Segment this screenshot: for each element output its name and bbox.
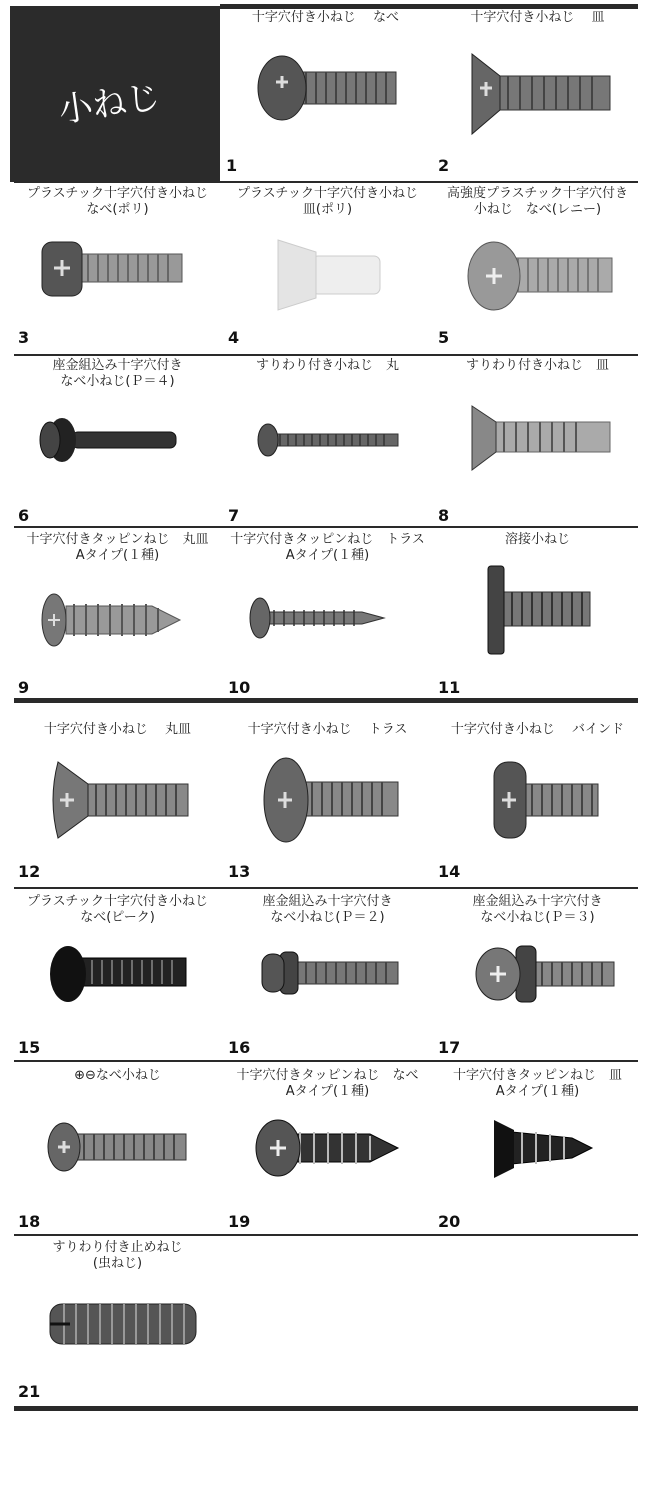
- item-label: 十字穴付きタッピンねじ 皿 Aタイプ(１種): [452, 1068, 622, 1099]
- plastic-flat-head-screw-image: [222, 186, 433, 352]
- item-label: 十字穴付き小ねじ 皿: [470, 10, 605, 25]
- screw-item: [12, 1240, 223, 1404]
- item-number: 14: [438, 862, 461, 881]
- item-number: 21: [18, 1382, 41, 1401]
- peek-plastic-pan-head-screw-image: [12, 894, 223, 1058]
- slotted-flat-head-screw-image: [432, 358, 643, 524]
- item-label: すりわり付き小ねじ 皿: [465, 358, 609, 373]
- plastic-pan-head-screw-image: [12, 186, 223, 352]
- item-label: すりわり付き小ねじ 丸: [255, 358, 399, 373]
- tapping-screw-truss-head-image: [222, 532, 433, 696]
- title-block: [10, 6, 220, 182]
- screw-item: [432, 1068, 643, 1232]
- high-strength-plastic-pan-head-screw-image: [432, 186, 643, 352]
- item-number: 1: [226, 156, 238, 175]
- item-label: 十字穴付き小ねじ なべ: [251, 10, 400, 25]
- item-number: 2: [438, 156, 450, 175]
- tapping-screw-flat-head-image: [432, 1068, 643, 1232]
- screw-item: [432, 722, 643, 884]
- screw-item: [222, 358, 433, 524]
- item-label: 座金組込み十字穴付き なべ小ねじ(Ｐ＝４): [52, 358, 183, 389]
- tapping-screw-pan-head-image: [222, 1068, 433, 1232]
- pan-head-phillips-screw-image: [220, 10, 431, 182]
- item-number: 5: [438, 328, 450, 347]
- item-number: 8: [438, 506, 450, 525]
- item-label: 座金組込み十字穴付き なべ小ねじ(Ｐ＝３): [472, 894, 603, 925]
- screw-item: [432, 894, 643, 1058]
- screw-item: [432, 186, 643, 352]
- screw-item: [222, 186, 433, 352]
- row-divider: [14, 1234, 638, 1236]
- item-number: 12: [18, 862, 41, 881]
- row-divider: [14, 887, 638, 889]
- item-number: 20: [438, 1212, 461, 1231]
- screw-item: [222, 1068, 433, 1232]
- screw-item: [432, 532, 643, 696]
- item-number: 17: [438, 1038, 461, 1057]
- item-label: プラスチック十字穴付き小ねじ なべ(ポリ): [27, 186, 208, 217]
- sems-pan-head-screw-p3-image: [432, 894, 643, 1058]
- item-label: プラスチック十字穴付き小ねじ なべ(ピーク): [27, 894, 208, 925]
- item-number: 6: [18, 506, 30, 525]
- row-divider: [14, 526, 638, 528]
- item-number: 10: [228, 678, 251, 697]
- section-divider: [14, 698, 638, 703]
- item-label: プラスチック十字穴付き小ねじ 皿(ポリ): [237, 186, 418, 217]
- item-label: 高強度プラスチック十字穴付き 小ねじ なべ(レニー): [447, 186, 628, 217]
- slotted-round-head-screw-image: [222, 358, 433, 524]
- screw-item: [12, 1068, 223, 1232]
- binding-head-phillips-screw-image: [432, 722, 643, 884]
- bottom-border: [14, 1406, 638, 1411]
- flat-head-phillips-screw-image: [432, 10, 643, 182]
- screw-item: [222, 894, 433, 1058]
- item-label: 十字穴付きタッピンねじ 丸皿 Aタイプ(１種): [26, 532, 209, 563]
- combination-pan-head-screw-image: [12, 1068, 223, 1232]
- row-divider: [14, 354, 638, 356]
- sems-pan-head-screw-p2-image: [222, 894, 433, 1058]
- top-border: [220, 4, 638, 9]
- tapping-screw-oval-countersunk-image: [12, 532, 223, 696]
- screw-item: [222, 532, 433, 696]
- item-label: 溶接小ねじ: [504, 532, 570, 547]
- item-label: 十字穴付きタッピンねじ トラス Aタイプ(１種): [230, 532, 425, 563]
- screw-item: [12, 894, 223, 1058]
- item-number: 7: [228, 506, 240, 525]
- screw-item: [432, 358, 643, 524]
- screw-item: [12, 722, 223, 884]
- screw-item: [12, 358, 223, 524]
- item-label: 十字穴付きタッピンねじ なべ Aタイプ(１種): [236, 1068, 419, 1099]
- item-label: 座金組込み十字穴付き なべ小ねじ(Ｐ＝２): [262, 894, 393, 925]
- screw-item: [220, 10, 431, 182]
- item-number: 15: [18, 1038, 41, 1057]
- item-number: 18: [18, 1212, 41, 1231]
- item-label: ⊕⊖なべ小ねじ: [74, 1068, 161, 1083]
- screw-item: [12, 186, 223, 352]
- screw-item: [222, 722, 433, 884]
- item-number: 11: [438, 678, 461, 697]
- page-title: 小ねじ: [56, 77, 163, 131]
- item-label: すりわり付き止めねじ (虫ねじ): [52, 1240, 183, 1271]
- screw-item: [12, 532, 223, 696]
- item-number: 13: [228, 862, 251, 881]
- row-divider: [14, 1060, 638, 1062]
- sems-pan-head-screw-p4-image: [12, 358, 223, 524]
- slotted-set-screw-image: [12, 1240, 223, 1404]
- oval-countersunk-phillips-screw-image: [12, 722, 223, 884]
- item-number: 16: [228, 1038, 251, 1057]
- item-number: 19: [228, 1212, 251, 1231]
- item-number: 4: [228, 328, 240, 347]
- item-number: 3: [18, 328, 30, 347]
- weld-screw-image: [432, 532, 643, 696]
- item-label: 十字穴付き小ねじ 丸皿: [43, 722, 192, 737]
- truss-head-phillips-screw-image: [222, 722, 433, 884]
- screw-item: [432, 10, 643, 182]
- item-number: 9: [18, 678, 30, 697]
- item-label: 十字穴付き小ねじ トラス: [247, 722, 408, 737]
- item-label: 十字穴付き小ねじ バインド: [450, 722, 625, 737]
